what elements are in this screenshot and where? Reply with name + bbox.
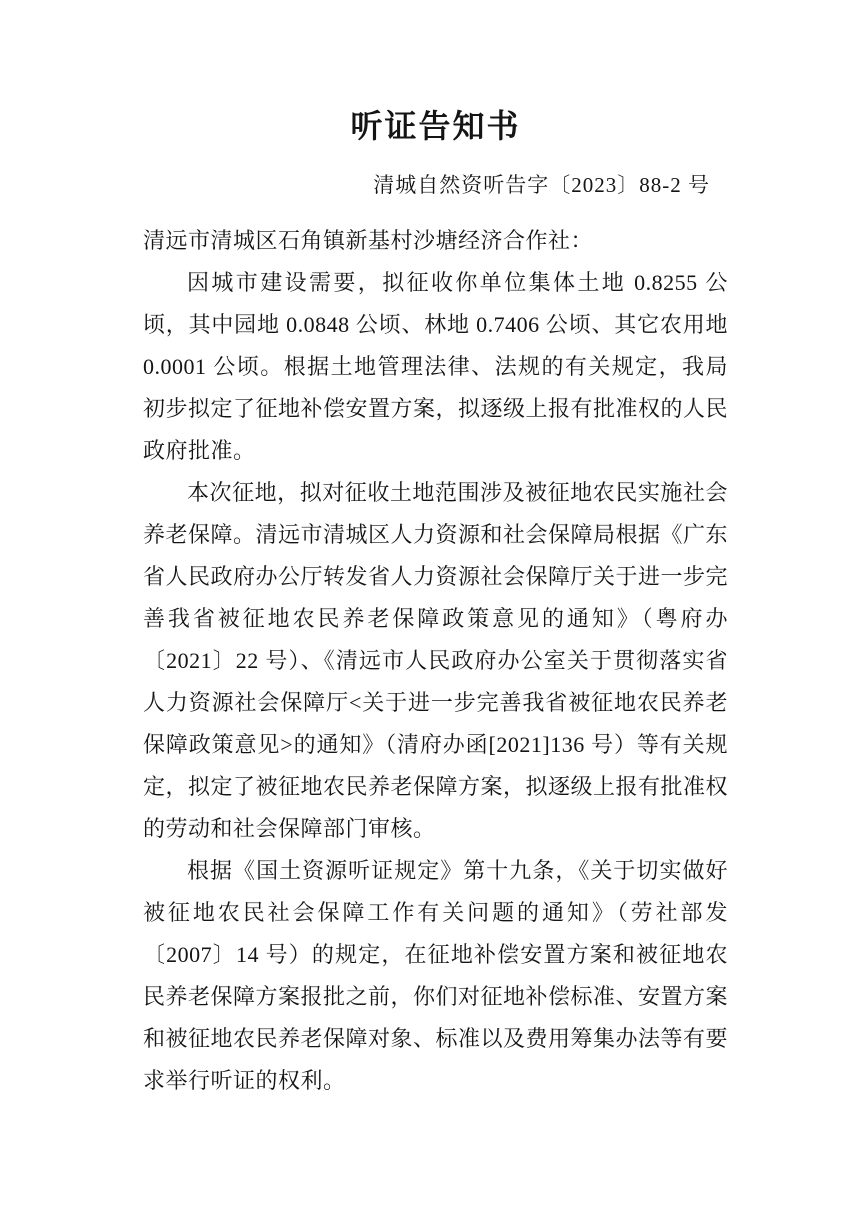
paragraph-social-security: 本次征地，拟对征收土地范围涉及被征地农民实施社会养老保障。清远市清城区人力资源和社会保障局根据《广东省人民政府办公厅转发省人力资源社会保障厅关于进一步完善我省被征地农民养老保障政策意见的通知》（粤府办〔2021〕22 号）、《清远市人民政府办公室关于贯彻落实省人力资源社会保障厅<关于进一步完善我省被征地农民养老保障政策意见>的通知》（清府办函[2021]136 号）等有关规定，拟定了被征地农民养老保障方案，拟逐级上报有批准权的劳动和社会保障部门审核。 — [143, 480, 729, 841]
paragraph-land-acquisition: 因城市建设需要，拟征收你单位集体土地 0.8255 公顷，其中园地 0.0848 公顷、林地 0.7406 公顷、其它农用地 0.0001 公顷。根据土地管理法律、法规的有关规定，我局初步拟定了征地补偿安置方案，拟逐级上报有批准权的人民政府批准。 — [143, 270, 729, 463]
document-number: 清城自然资听告字〔2023〕88-2 号 — [373, 173, 710, 197]
addressee-line: 清远市清城区石角镇新基村沙塘经济合作社： — [143, 228, 594, 253]
document-body — [143, 220, 728, 1102]
paragraph-hearing-rights: 根据《国土资源听证规定》第十九条，《关于切实做好被征地农民社会保障工作有关问题的通知》（劳社部发〔2007〕14 号）的规定，在征地补偿安置方案和被征地农民养老保障方案报批之前，你们对征地补偿标准、安置方案和被征地农民养老保障对象、标准以及费用筹集办法等有要求举行听证的权利。 — [143, 858, 729, 1093]
document-title: 听证告知书 — [350, 108, 521, 144]
